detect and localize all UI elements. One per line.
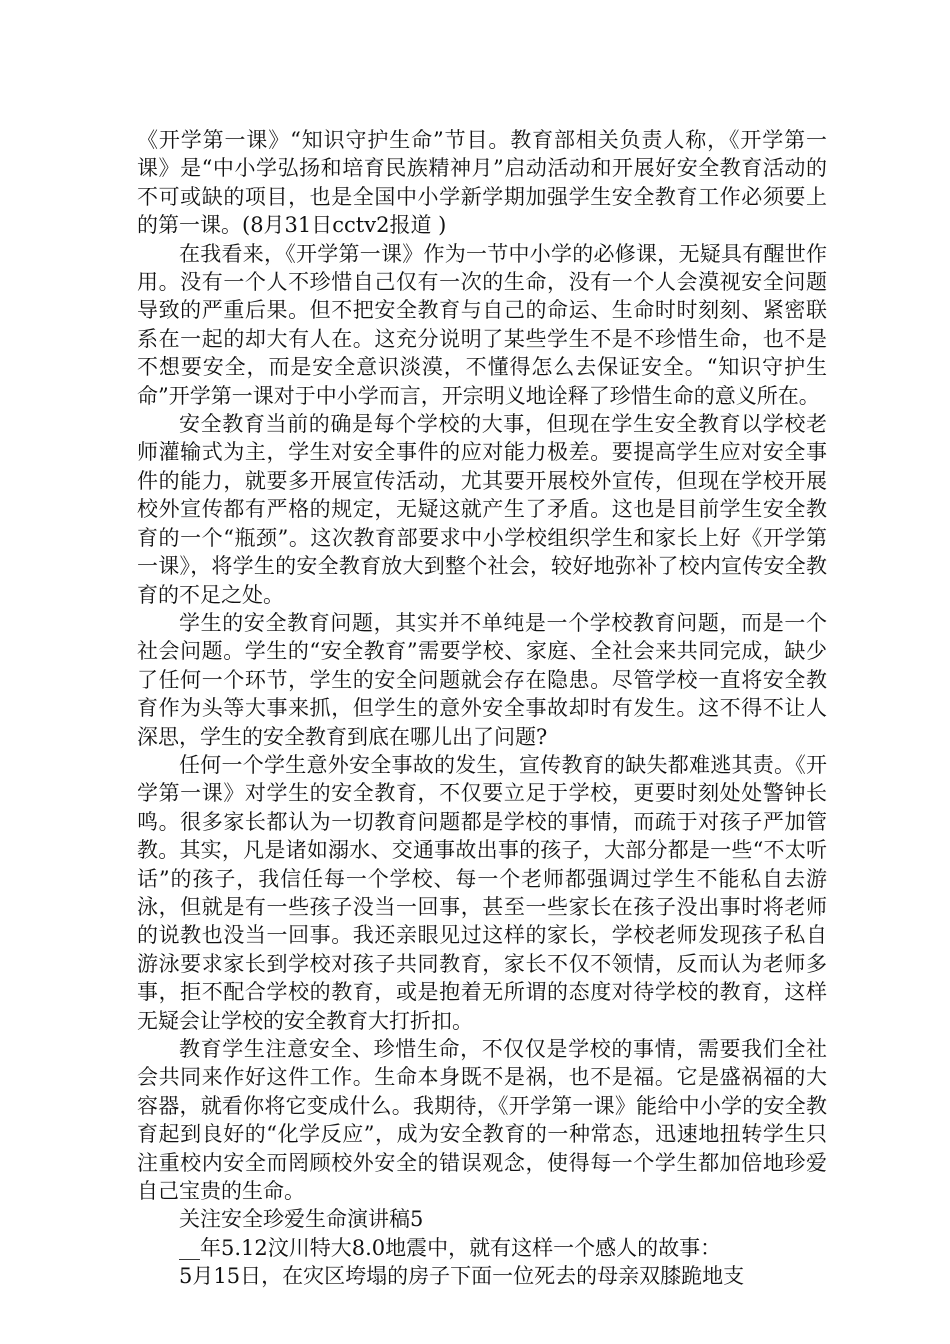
section-title: 关注安全珍爱生命演讲稿5 [179, 1207, 424, 1232]
tail-line-2: 5月15日，在灾区垮塌的房子下面一位死去的母亲双膝跪地支 [179, 1264, 745, 1289]
paragraph-6: 教育学生注意安全、珍惜生命，不仅仅是学校的事情，需要我们全社会共同来作好这件工作。生命本身既不是祸，也不是福。它是盛祸福的大容器，就看你将它变成什么。我期待，《开学第一课》能给中小学的安全教育起到良好的“化学反应”，成为安全教育的一种常态，迅速地扭转学生只注重校内安全而罔顾校外安全的错误观念，使得每一个学生都加倍地珍爱自己宝贵的生命。 [137, 1037, 827, 1204]
paragraph-4: 学生的安全教育问题，其实并不单纯是一个学校教育问题，而是一个社会问题。学生的“安全教育”需要学校、家庭、全社会来共同完成，缺少了任何一个环节，学生的安全问题就会存在隐患。尽管学校一直将安全教育作为头等大事来抓，但学生的意外安全事故却时有发生。这不得不让人深思，学生的安全教育到底在哪儿出了问题? [137, 610, 827, 749]
tail-line-1: __年5.12汶川特大8.0地震中，就有这样一个感人的故事： [179, 1235, 722, 1260]
paragraph-2: 在我看来，《开学第一课》作为一节中小学的必修课，无疑具有醒世作用。没有一个人不珍惜自己仅有一次的生命，没有一个人会漠视安全问题导致的严重后果。但不把安全教育与自己的命运、生命时时刻刻、紧密联系在一起的却大有人在。这充分说明了某些学生不是不珍惜生命，也不是不想要安全，而是安全意识淡漠，不懂得怎么去保证安全。“知识守护生命”开学第一课对于中小学而言，开宗明义地诠释了珍惜生命的意义所在。 [137, 241, 827, 408]
document-body [137, 126, 827, 1291]
paragraph-1: 《开学第一课》“知识守护生命”节目。教育部相关负责人称，《开学第一课》是“中小学弘扬和培育民族精神月”启动活动和开展好安全教育活动的不可或缺的项目，也是全国中小学新学期加强学生安全教育工作必须要上的第一课。(8月31日cctv2报道 ) [137, 128, 827, 238]
paragraph-5: 任何一个学生意外安全事故的发生，宣传教育的缺失都难逃其责。《开学第一课》对学生的安全教育，不仅要立足于学校，更要时刻处处警钟长鸣。很多家长都认为一切教育问题都是学校的事情，而疏于对孩子严加管教。其实，凡是诸如溺水、交通事故出事的孩子，大部分都是一些“不太听话”的孩子，我信任每一个学校、每一个老师都强调过学生不能私自去游泳，但就是有一些孩子没当一回事，甚至一些家长在孩子没出事时将老师的说教也没当一回事。我还亲眼见过这样的家长，学校老师发现孩子私自游泳要求家长到学校对孩子共同教育，家长不仅不领情，反而认为老师多事，拒不配合学校的教育，或是抱着无所谓的态度对待学校的教育，这样无疑会让学校的安全教育大打折扣。 [137, 752, 827, 1033]
paragraph-3: 安全教育当前的确是每个学校的大事，但现在学生安全教育以学校老师灌输式为主，学生对安全事件的应对能力极差。要提高学生应对安全事件的能力，就要多开展宣传活动，尤其要开展校外宣传，但现在学校开展校外宣传都有严格的规定，无疑这就产生了矛盾。这也是目前学生安全教育的一个“瓶颈”。这次教育部要求中小学校组织学生和家长上好《开学第一课》，将学生的安全教育放大到整个社会，较好地弥补了校内宣传安全教育的不足之处。 [137, 412, 827, 607]
